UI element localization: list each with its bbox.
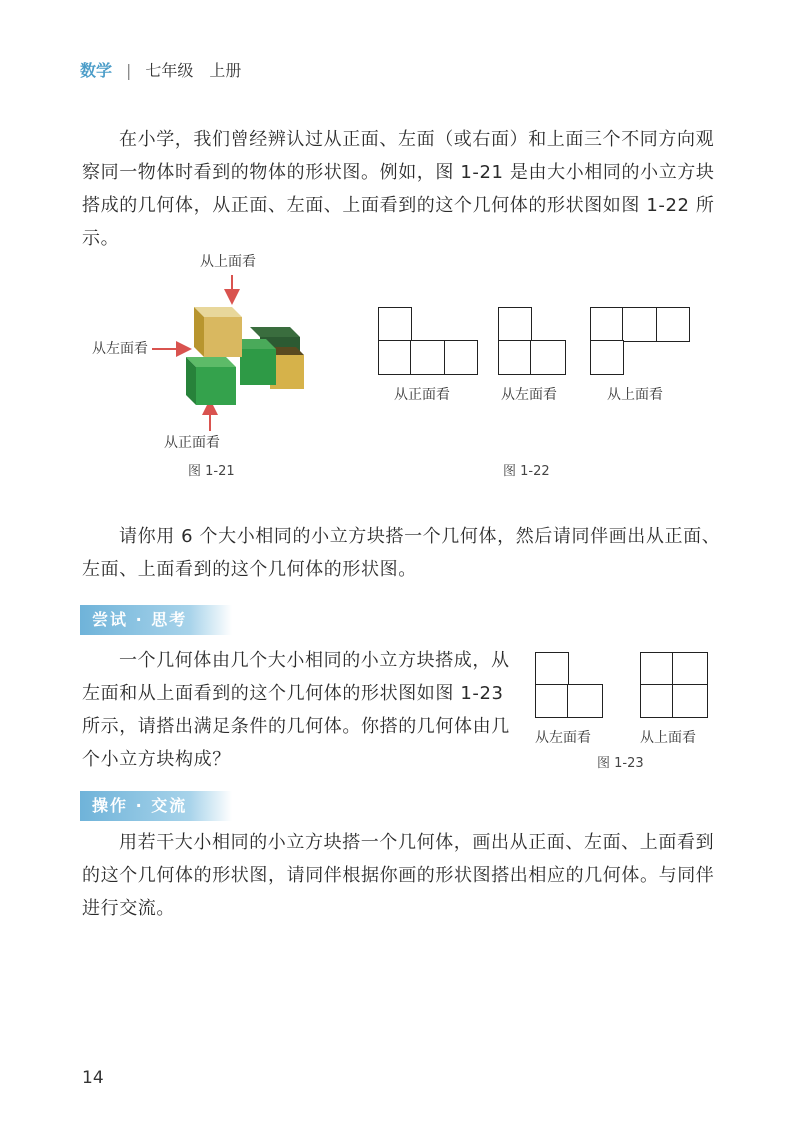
left-view-cell xyxy=(498,307,532,342)
front-view-cell xyxy=(444,340,478,375)
view-label-front: 从正面看 xyxy=(394,387,450,403)
front-view-cell xyxy=(410,340,446,375)
section-operate-exchange: 操作 · 交流 xyxy=(80,791,232,821)
header-separator: | xyxy=(126,61,132,80)
front-view-grid xyxy=(378,307,478,375)
fig23-label-left: 从左面看 xyxy=(535,730,591,746)
fig23-top-cell xyxy=(672,684,708,718)
figure-1-23-caption: 图 1-23 xyxy=(597,756,644,771)
fig23-top-cell xyxy=(640,652,674,686)
top-view-cell xyxy=(590,307,624,342)
cube-assembly-figure xyxy=(150,265,320,440)
fig23-left-cell xyxy=(567,684,603,718)
page-number: 14 xyxy=(82,1068,104,1088)
operate-paragraph: 用若干大小相同的小立方块搭一个几何体，画出从正面、左面、上面看到的这个几何体的形状图，请同伴根据你画的形状图搭出相应的几何体。与同伴进行交流。 xyxy=(82,832,715,919)
label-from-front: 从正面看 xyxy=(164,435,220,451)
view-label-top: 从上面看 xyxy=(607,387,663,403)
left-view-cell xyxy=(498,340,532,375)
section-try-think: 尝试 · 思考 xyxy=(80,605,232,635)
fig23-top-cell xyxy=(672,652,708,686)
top-view-grid xyxy=(590,307,690,375)
left-view-cell xyxy=(530,340,566,375)
cube-green-front xyxy=(186,357,236,405)
label-from-left: 从左面看 xyxy=(92,341,148,357)
fig23-left-view-grid xyxy=(535,652,603,718)
left-view-grid xyxy=(498,307,566,375)
fig23-top-view-grid xyxy=(640,652,708,718)
try-think-paragraph: 一个几何体由几个大小相同的小立方块搭成，从左面和从上面看到的这个几何体的形状图如图 1-23 所示，请搭出满足条件的几何体。你搭的几何体由几个小立方块构成？ xyxy=(82,650,510,770)
running-header xyxy=(80,58,241,81)
fig23-label-top: 从上面看 xyxy=(640,730,696,746)
header-subject: 数学 xyxy=(80,61,113,80)
figure-1-21-caption: 图 1-21 xyxy=(188,464,235,479)
header-grade: 七年级 上册 xyxy=(145,61,242,80)
fig23-left-cell xyxy=(535,652,569,686)
cube-yellow-top xyxy=(194,307,242,357)
top-view-cell xyxy=(656,307,690,342)
front-view-cell xyxy=(378,340,412,375)
top-view-cell xyxy=(590,340,624,375)
front-view-cell xyxy=(378,307,412,342)
top-view-cell xyxy=(622,307,658,342)
view-label-left: 从左面看 xyxy=(501,387,557,403)
figure-1-22-caption: 图 1-22 xyxy=(503,464,550,479)
label-from-top: 从上面看 xyxy=(200,254,256,270)
fig23-left-cell xyxy=(535,684,569,718)
task-paragraph: 请你用 6 个大小相同的小立方块搭一个几何体，然后请同伴画出从正面、左面、上面看到的这个几何体的形状图。 xyxy=(82,526,721,580)
intro-paragraph: 在小学，我们曾经辨认过从正面、左面（或右面）和上面三个不同方向观察同一物体时看到的物体的形状图。例如，图 1-21 是由大小相同的小立方块搭成的几何体，从正面、左面、上面看到的这个几何体的形状图如图 1-22 所示。 xyxy=(82,129,715,249)
fig23-top-cell xyxy=(640,684,674,718)
